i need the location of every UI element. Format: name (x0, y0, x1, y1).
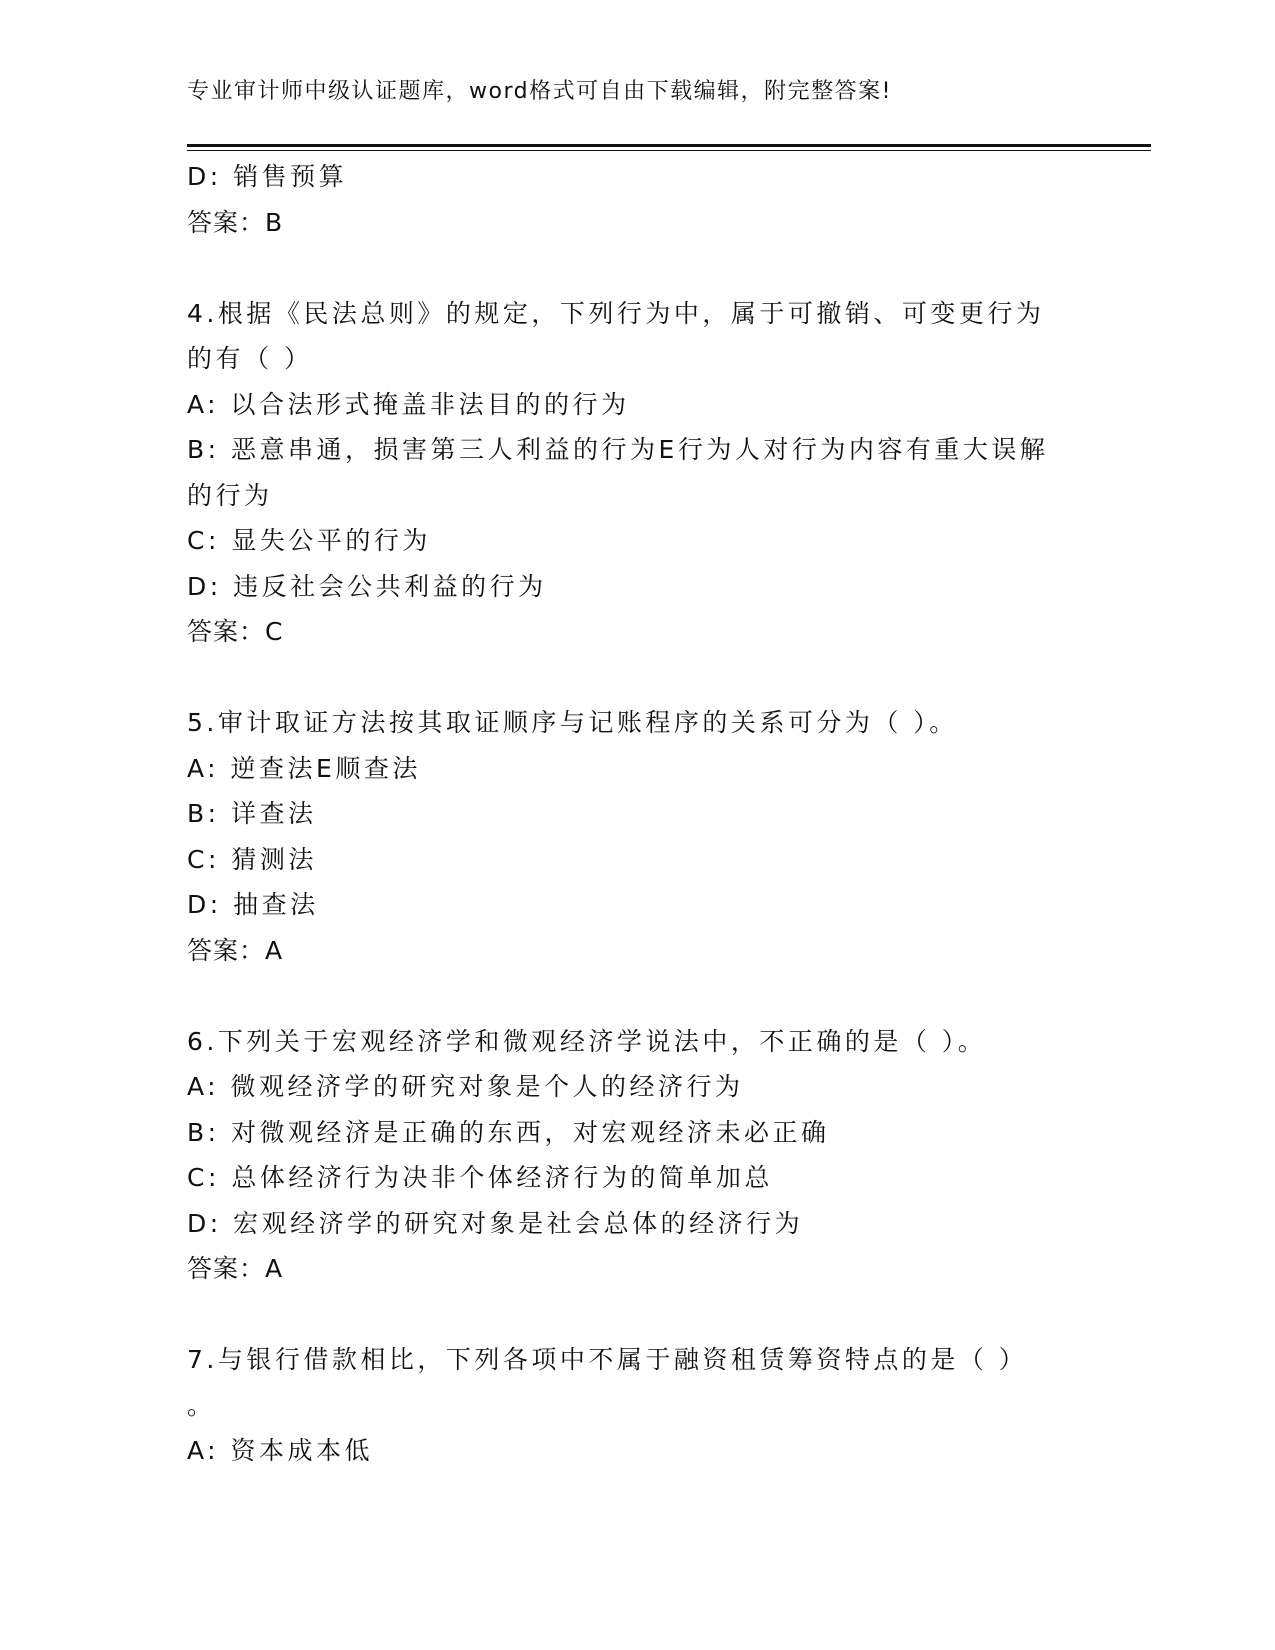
option-line: 的行为 (187, 480, 273, 510)
option-line: A: 资本成本低 (187, 1436, 374, 1465)
question-line: 5.审计取证方法按其取证顺序与记账程序的关系可分为（ ）。 (187, 708, 958, 737)
option-line: D: 销售预算 (187, 162, 348, 191)
option-line: A: 逆查法E顺查法 (187, 753, 421, 783)
answer-line: 答案：A (187, 1254, 284, 1283)
answer-line: 答案：B (187, 207, 284, 237)
blank-spacer (187, 1292, 1067, 1338)
header-rule-thin (187, 150, 1151, 151)
question-line: 7.与银行借款相比，下列各项中不属于融资租赁筹资特点的是（ ） (187, 1345, 1028, 1374)
question-line: 。 (187, 1390, 216, 1420)
answer-line: 答案：A (187, 935, 284, 965)
question-line: 6.下列关于宏观经济学和微观经济学说法中，不正确的是（ ）。 (187, 1026, 987, 1056)
question-body (187, 154, 1067, 1474)
question-line: 的有（ ） (187, 344, 313, 373)
option-line: C: 猜测法 (187, 844, 317, 874)
option-line: D: 违反社会公共利益的行为 (187, 571, 547, 601)
option-line: C: 总体经济行为决非个体经济行为的简单加总 (187, 1163, 773, 1192)
option-line: A: 以合法形式掩盖非法目的的行为 (187, 389, 630, 419)
option-line: D: 抽查法 (187, 890, 319, 919)
option-line: D: 宏观经济学的研究对象是社会总体的经济行为 (187, 1208, 804, 1238)
blank-spacer (187, 973, 1067, 1019)
question-line: 4.根据《民法总则》的规定，下列行为中，属于可撤销、可变更行为 (187, 298, 1045, 328)
answer-line: 答案：C (187, 617, 284, 646)
blank-spacer (187, 245, 1067, 291)
option-line: A: 微观经济学的研究对象是个人的经济行为 (187, 1072, 744, 1101)
option-line: B: 详查法 (187, 799, 317, 828)
page-header: 专业审计师中级认证题库，word格式可自由下载编辑，附完整答案! (187, 79, 892, 104)
option-line: B: 恶意串通，损害第三人利益的行为E行为人对行为内容有重大误解 (187, 435, 1049, 464)
option-line: C: 显失公平的行为 (187, 526, 431, 555)
option-line: B: 对微观经济是正确的东西，对宏观经济未必正确 (187, 1117, 830, 1147)
blank-spacer (187, 655, 1067, 701)
header-rule-thick (187, 144, 1151, 147)
